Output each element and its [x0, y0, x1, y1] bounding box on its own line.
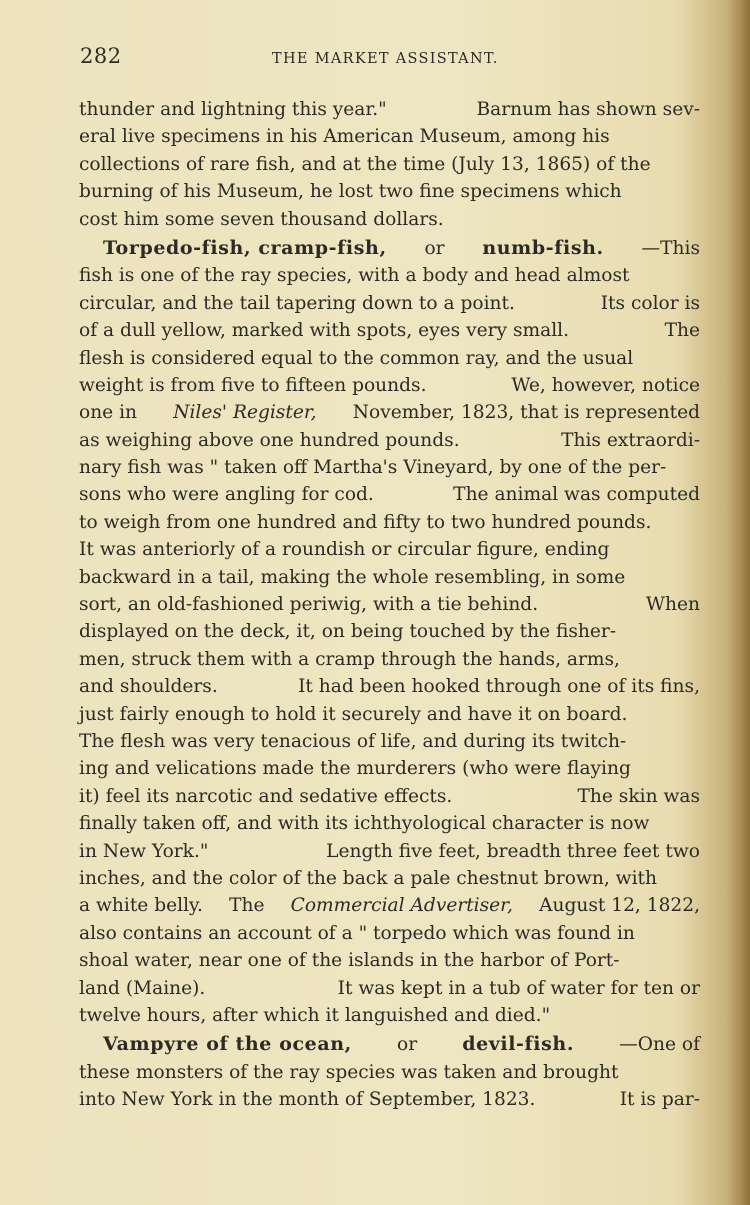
text-run: fish is one of the ray species, with a body and head almost [79, 265, 630, 287]
text-line [79, 427, 700, 454]
text-run: When [645, 594, 700, 616]
text-line [79, 399, 700, 426]
text-run: The [664, 320, 700, 342]
text-line [79, 262, 700, 289]
text-line [79, 591, 700, 618]
text-line [79, 290, 700, 317]
text-line [79, 673, 700, 700]
text-run: It had been hooked through one of its fins, [298, 676, 700, 698]
text-run: finally taken off, and with its ichthyological character is now [79, 813, 650, 835]
text-line [79, 345, 700, 372]
page-number: 282 [80, 44, 122, 68]
text-run: of a dull yellow, marked with spots, eyes very small. [79, 320, 570, 342]
text-run: Barnum has shown sev- [476, 99, 700, 120]
text-run: We, however, notice [511, 374, 700, 396]
text-run: circular, and the tail tapering down to a point. [79, 292, 515, 314]
text-run: land (Maine). [79, 977, 206, 999]
text-run: twelve hours, after which it languished and died." [79, 1004, 551, 1026]
text-run: inches, and the color of the back a pale chestnut brown, with [79, 867, 657, 889]
entry-heading: Torpedo-fish, cramp-fish, [103, 236, 387, 259]
text-run: This extraordi- [561, 429, 700, 451]
text-line [79, 178, 700, 205]
text-run: men, struck them with a cramp through the hands, arms, [79, 648, 620, 670]
text-run: these monsters of the ray species was taken and brought [79, 1061, 619, 1083]
text-run: as weighing above one hundred pounds. [79, 429, 460, 451]
text-run: It was anteriorly of a roundish or circular figure, ending [79, 539, 610, 561]
text-run: The skin was [577, 785, 700, 807]
text-line [79, 235, 700, 262]
text-run: also contains an account of a " torpedo which was found in [79, 922, 635, 944]
text-run: a white belly. [79, 895, 203, 917]
page-header [80, 44, 700, 74]
text-line [79, 1031, 700, 1058]
text-run: —This [641, 237, 700, 259]
text-line [79, 536, 700, 563]
text-run: The flesh was very tenacious of life, and during its twitch- [79, 730, 627, 752]
text-run: It was kept in a tub of water for ten or [337, 977, 700, 999]
text-line [79, 618, 700, 645]
text-run: or [424, 237, 445, 259]
entry-heading: Vampyre of the ocean, [103, 1033, 352, 1056]
text-run: and shoulders. [79, 676, 218, 698]
text-run: to weigh from one hundred and fifty to two hundred pounds. [79, 511, 652, 533]
text-run: sons who were angling for cod. [79, 484, 374, 506]
text-line [79, 838, 700, 865]
body-text [79, 96, 700, 1113]
text-line [79, 1059, 700, 1086]
text-line [79, 123, 700, 150]
page-edge-shadow [726, 0, 750, 1205]
text-line [79, 728, 700, 755]
text-line [79, 646, 700, 673]
text-run: flesh is considered equal to the common ray, and the usual [79, 347, 634, 369]
text-run: The animal was computed [453, 484, 700, 506]
text-line [79, 755, 700, 782]
text-run: August 12, 1822, [539, 895, 700, 917]
text-line [79, 96, 700, 123]
text-line [79, 1086, 700, 1113]
text-line [79, 810, 700, 837]
text-line [79, 947, 700, 974]
text-line [79, 151, 700, 178]
text-run: shoal water, near one of the islands in the harbor of Port- [79, 950, 620, 972]
text-run: thunder and lightning this year." [79, 99, 387, 120]
text-run: cost him some seven thousand dollars. [79, 208, 444, 230]
text-line [79, 701, 700, 728]
text-run: November, 1823, that is represented [352, 402, 700, 424]
text-line [79, 481, 700, 508]
text-run: —One of [619, 1034, 700, 1056]
text-run: in New York." [79, 840, 209, 862]
text-run: It is par- [619, 1089, 700, 1111]
text-line [79, 509, 700, 536]
entry-heading: numb-fish. [482, 236, 604, 259]
italic-title: Niles' Register, [173, 402, 317, 424]
text-run: displayed on the deck, it, on being touched by the fisher- [79, 621, 617, 643]
text-line [79, 892, 700, 919]
text-run: one in [79, 402, 138, 424]
italic-title: Commercial Advertiser, [290, 895, 513, 917]
text-line [79, 454, 700, 481]
text-run: sort, an old-fashioned periwig, with a tie behind. [79, 594, 539, 616]
text-line [79, 1002, 700, 1029]
text-run: nary fish was " taken off Martha's Vineyard, by one of the per- [79, 457, 667, 479]
running-title: THE MARKET ASSISTANT. [272, 51, 499, 67]
text-run: or [397, 1034, 418, 1056]
text-run: ing and velications made the murderers (who were flaying [79, 758, 631, 780]
text-run: it) feel its narcotic and sedative effects. [79, 785, 453, 807]
text-run: collections of rare fish, and at the time (July 13, 1865) of the [79, 153, 651, 175]
text-line [79, 865, 700, 892]
text-run: burning of his Museum, he lost two fine specimens which [79, 181, 622, 203]
text-run: The [229, 895, 265, 917]
entry-heading: devil-fish. [462, 1033, 575, 1056]
text-line [79, 317, 700, 344]
text-run: eral live specimens in his American Museum, among his [79, 126, 610, 148]
text-run: backward in a tail, making the whole resembling, in some [79, 566, 626, 588]
text-line [79, 206, 700, 233]
text-line [79, 920, 700, 947]
text-run: Length five feet, breadth three feet two [326, 840, 700, 862]
text-run: just fairly enough to hold it securely and have it on board. [79, 703, 628, 725]
text-line [79, 564, 700, 591]
text-line [79, 372, 700, 399]
text-line [79, 783, 700, 810]
text-run: Its color is [600, 292, 700, 314]
text-run: into New York in the month of September, 1823. [79, 1089, 536, 1111]
text-run: weight is from five to fifteen pounds. [79, 374, 427, 396]
text-line [79, 975, 700, 1002]
